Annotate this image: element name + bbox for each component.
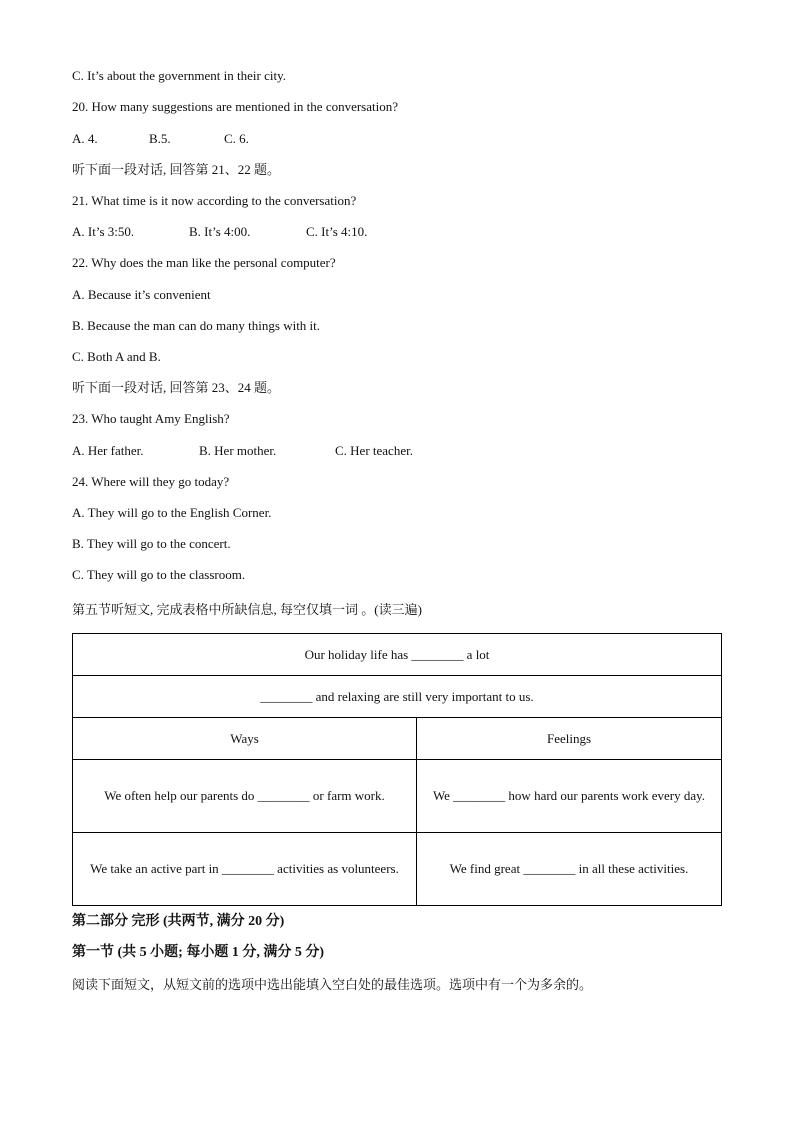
section-1-title: 第一节 (共 5 小题; 每小题 1 分, 满分 5 分): [72, 945, 324, 960]
option-c: C. 6.: [224, 131, 249, 146]
option-b: B. Her mother.: [199, 443, 277, 458]
table-cell: We ________ how hard our parents work every day.: [417, 760, 722, 833]
table-cell: We find great ________ in all these activities.: [417, 833, 722, 906]
option-a: A. Because it’s convenient: [72, 287, 211, 302]
option-b: B.5.: [149, 131, 171, 146]
option-c: C. It’s 4:10.: [306, 224, 368, 239]
option-a: A. Her father.: [72, 443, 144, 458]
option-a: A. It’s 3:50.: [72, 224, 135, 239]
option-a: A. 4.: [72, 131, 98, 146]
table-row: ________ and relaxing are still very important to us.: [73, 676, 722, 718]
table-cell: We take an active part in ________ activities as volunteers.: [73, 833, 417, 906]
option-c: C. They will go to the classroom.: [72, 567, 246, 582]
fill-in-table: [72, 633, 722, 906]
option-a: A. They will go to the English Corner.: [72, 505, 272, 520]
listening-instruction: 听下面一段对话, 回答第 21、22 题。: [72, 162, 281, 177]
part-2-title: 第二部分 完形 (共两节, 满分 20 分): [72, 914, 285, 929]
section-5-instruction: 第五节听短文, 完成表格中所缺信息, 每空仅填一词 。(读三遍): [72, 602, 422, 617]
option-b: B. It’s 4:00.: [189, 224, 251, 239]
option-c: C. Both A and B.: [72, 349, 161, 364]
option-b: B. They will go to the concert.: [72, 536, 231, 551]
listening-instruction: 听下面一段对话, 回答第 23、24 题。: [72, 380, 281, 395]
table-row: Our holiday life has ________ a lot: [73, 634, 722, 676]
column-header-feelings: Feelings: [417, 718, 722, 760]
question-21: 21. What time is it now according to the conversation?: [72, 193, 357, 208]
column-header-ways: Ways: [73, 718, 417, 760]
question-20: 20. How many suggestions are mentioned in the conversation?: [72, 99, 399, 114]
option-c: C. Her teacher.: [335, 443, 413, 458]
table-cell: We often help our parents do ________ or farm work.: [73, 760, 417, 833]
option-line: C. It’s about the government in their city.: [72, 68, 286, 83]
question-22: 22. Why does the man like the personal computer?: [72, 255, 336, 270]
question-23: 23. Who taught Amy English?: [72, 411, 230, 426]
question-24: 24. Where will they go today?: [72, 474, 230, 489]
reading-instruction: 阅读下面短文，从短文前的选项中选出能填入空白处的最佳选项。选项中有一个为多余的。: [72, 977, 593, 992]
option-b: B. Because the man can do many things with it.: [72, 318, 321, 333]
